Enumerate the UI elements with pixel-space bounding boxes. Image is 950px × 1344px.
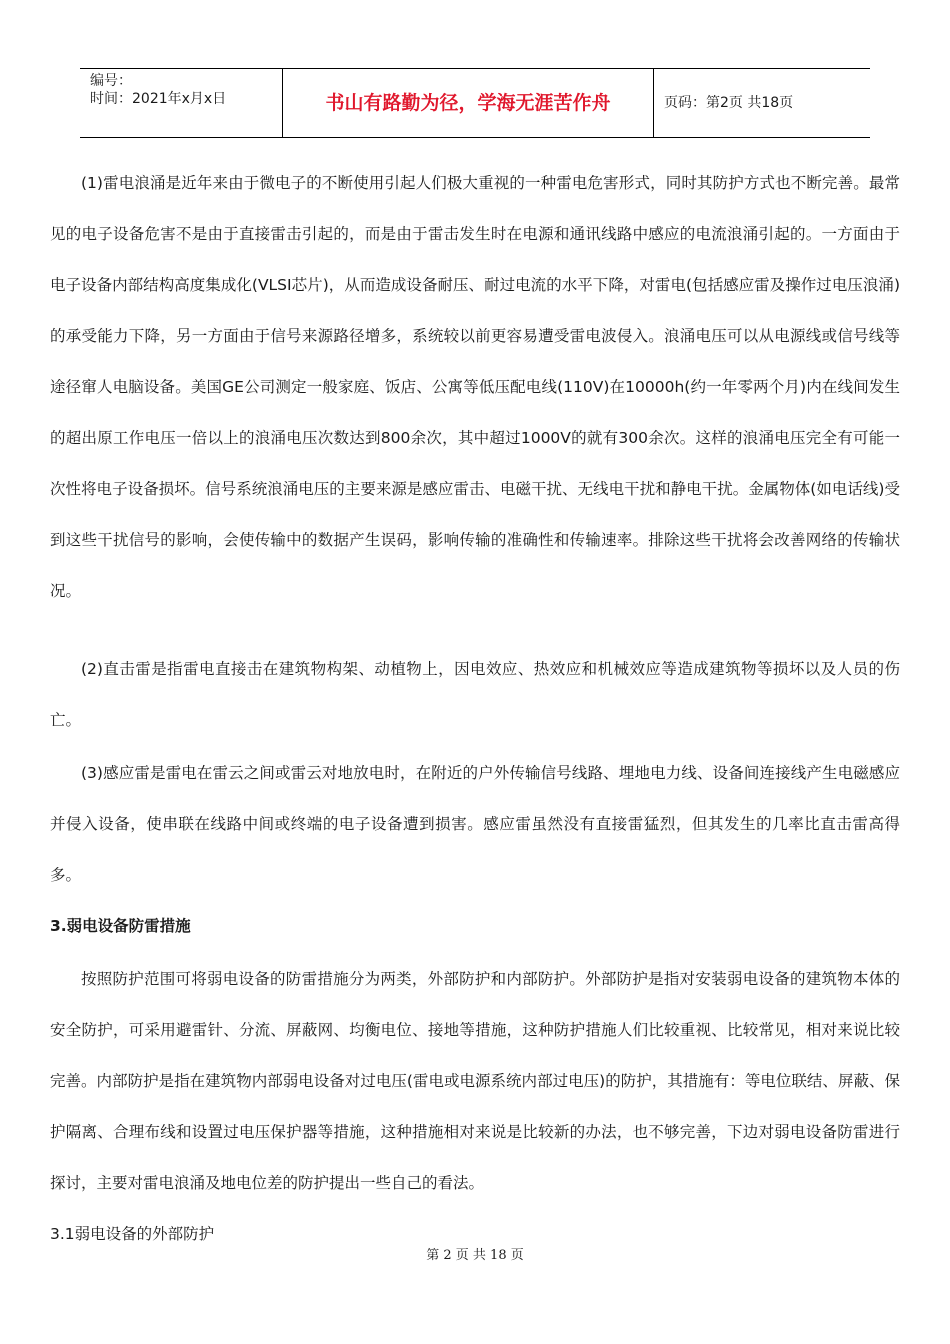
header-motto: 书山有路勤为径，学海无涯苦作舟 bbox=[325, 92, 611, 114]
subsection-heading-3-1: 3.1弱电设备的外部防护 bbox=[50, 1225, 215, 1243]
paragraph-lightning-surge: (1)雷电浪涌是近年来由于微电子的不断使用引起人们极大重视的一种雷电危害形式，同时其防护方式也不断完善。最常见的电子设备危害不是由于直接雷击引起的，而是由于雷击发生时在电源和通讯线路中感应的电流浪涌引起的。一方面由于电子设备内部结构高度集成化(VLSI芯片)，从而造成设备耐压、耐过电流的水平下降，对雷电(包括感应雷及操作过电压浪涌)的承受能力下降，另一方面由于信号来源路径增多，系统较以前更容易遭受雷电波侵入。浪涌电压可以从电源线或信号线等途径窜人电脑设备。美国GE公司测定一般家庭、饭店、公寓等低压配电线(110V)在10000h(约一年零两个月)内在线间发生的超出原工作电压一倍以上的浪涌电压次数达到800余次，其中超过1000V的就有300余次。这样的浪涌电压完全有可能一次性将电子设备损坏。信号系统浪涌电压的主要来源是感应雷击、电磁干扰、无线电干扰和静电干扰。金属物体(如电话线)受到这些干扰信号的影响，会使传输中的数据产生误码，影响传输的准确性和传输速率。排除这些干扰将会改善网络的传输状况。 bbox=[50, 174, 900, 600]
header-page-cell bbox=[654, 69, 870, 137]
paragraph-direct-lightning: (2)直击雷是指雷电直接击在建筑物构架、动植物上，因电效应、热效应和机械效应等造成建筑物等损坏以及人员的伤亡。 bbox=[50, 660, 900, 729]
section-heading-3: 3.弱电设备防雷措施 bbox=[50, 917, 191, 935]
header-info-cell bbox=[80, 69, 283, 137]
page-footer: 第 2 页 共 18 页 bbox=[426, 1248, 524, 1263]
document-number-label: 编号： bbox=[90, 73, 132, 89]
document-body bbox=[50, 158, 900, 1260]
paragraph-induced-lightning: (3)感应雷是雷电在雷云之间或雷云对地放电时，在附近的户外传输信号线路、埋地电力线、设备间连接线产生电磁感应并侵入设备，使串联在线路中间或终端的电子设备遭到损害。感应雷虽然没有直接雷猛烈，但其发生的几率比直击雷高得多。 bbox=[50, 764, 900, 884]
header-motto-cell bbox=[283, 69, 654, 137]
page-header bbox=[80, 68, 870, 138]
paragraph-protection-measures: 按照防护范围可将弱电设备的防雷措施分为两类，外部防护和内部防护。外部防护是指对安装弱电设备的建筑物本体的安全防护，可采用避雷针、分流、屏蔽网、均衡电位、接地等措施，这种防护措施人们比较重视、比较常见，相对来说比较完善。内部防护是指在建筑物内部弱电设备对过电压(雷电或电源系统内部过电压)的防护，其措施有：等电位联结、屏蔽、保护隔离、合理布线和设置过电压保护器等措施，这种措施相对来说是比较新的办法，也不够完善，下边对弱电设备防雷进行探讨，主要对雷电浪涌及地电位差的防护提出一些自己的看法。 bbox=[50, 970, 900, 1192]
header-page-code: 页码：第2页 共18页 bbox=[664, 95, 794, 111]
document-date: 时间：2021年x月x日 bbox=[90, 91, 227, 107]
